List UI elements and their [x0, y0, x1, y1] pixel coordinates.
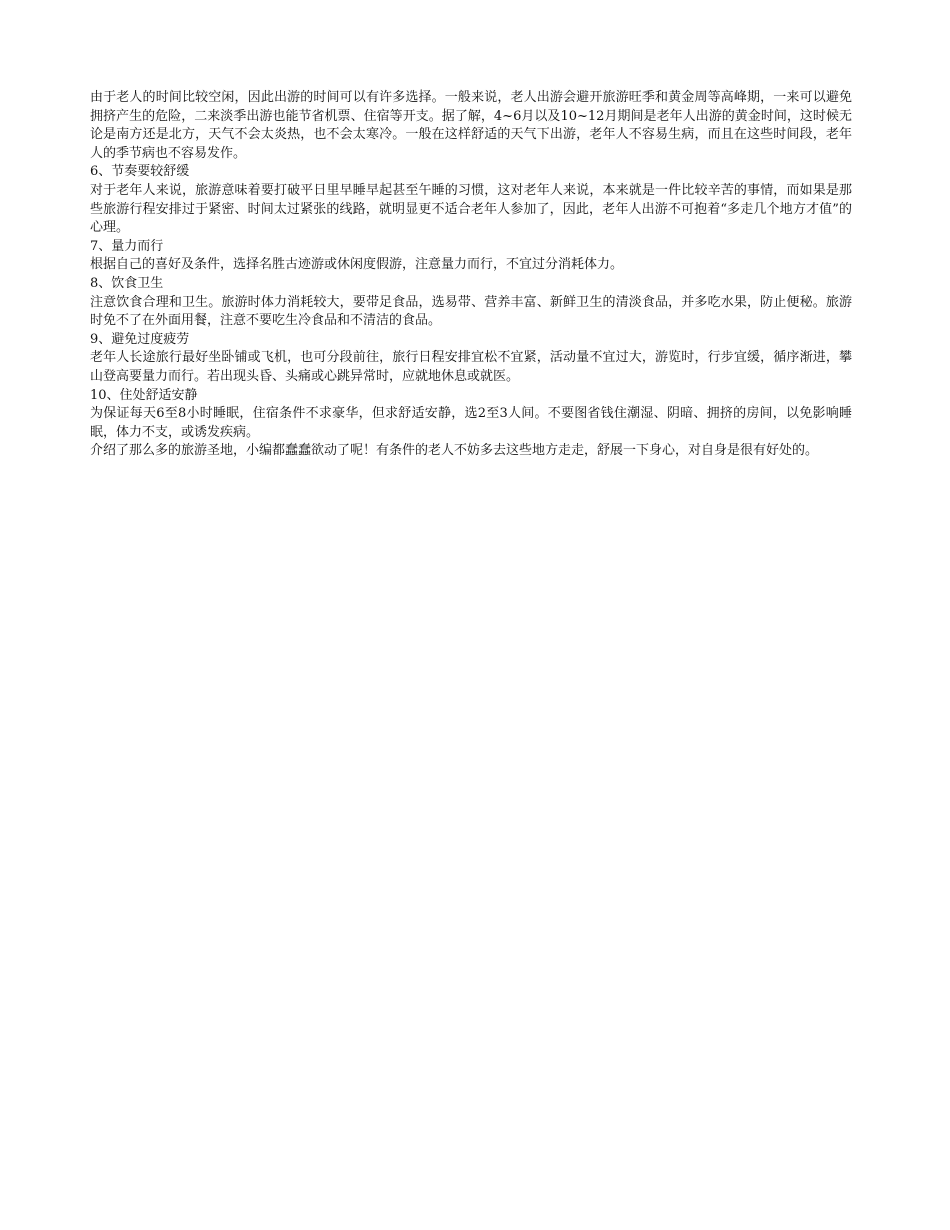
heading-relaxed-pace: 6、节奏要较舒缓	[90, 164, 190, 180]
paragraph-relaxed-pace: 对于老年人来说，旅游意味着要打破平日里早睡早起甚至午睡的习惯，这对老年人来说，本来就是一件比较辛苦的事情，而如果是那些旅游行程安排过于紧密、时间太过紧张的线路，就明显更不适合老年人参加了，因此，老年人出游不可抱着“多走几个地方才值”的心理。	[90, 182, 852, 236]
heading-avoid-fatigue: 9、避免过度疲劳	[90, 331, 190, 347]
paragraph-conclusion: 介绍了那么多的旅游圣地，小编都蠢蠢欲动了呢！有条件的老人不妨多去这些地方走走，舒展一下身心，对自身是很有好处的。	[90, 443, 819, 459]
paragraph-food-hygiene: 注意饮食合理和卫生。旅游时体力消耗较大，要带足食品，选易带、营养丰富、新鲜卫生的清淡食品，并多吃水果，防止便秘。旅游时免不了在外面用餐，注意不要吃生冷食品和不清洁的食品。	[90, 294, 852, 329]
heading-within-means: 7、量力而行	[90, 238, 164, 254]
heading-quiet-lodging: 10、住处舒适安静	[90, 387, 198, 403]
document-body	[90, 89, 852, 461]
paragraph-within-means: 根据自己的喜好及条件，选择名胜古迹游或休闲度假游，注意量力而行，不宜过分消耗体力。	[90, 257, 624, 273]
heading-food-hygiene: 8、饮食卫生	[90, 275, 164, 291]
paragraph-avoid-fatigue: 老年人长途旅行最好坐卧铺或飞机，也可分段前往，旅行日程安排宜松不宜紧，活动量不宜过大，游览时，行步宜缓，循序渐进，攀山登高要量力而行。若出现头昏、头痛或心跳异常时，应就地休息或就医。	[90, 350, 852, 384]
paragraph-travel-timing: 由于老人的时间比较空闲，因此出游的时间可以有许多选择。一般来说，老人出游会避开旅游旺季和黄金周等高峰期，一来可以避免拥挤产生的危险，二来淡季出游也能节省机票、住宿等开支。据了解，4~6月以及10~12月期间是老年人出游的黄金时间，这时候无论是南方还是北方，天气不会太炎热，也不会太寒冷。一般在这样舒适的天气下出游，老年人不容易生病，而且在这些时间段，老年人的季节病也不容易发作。	[90, 90, 852, 161]
paragraph-quiet-lodging: 为保证每天6至8小时睡眠，住宿条件不求豪华，但求舒适安静，选2至3人间。不要图省钱住潮湿、阴暗、拥挤的房间，以免影响睡眠，体力不支，或诱发疾病。	[90, 406, 852, 440]
